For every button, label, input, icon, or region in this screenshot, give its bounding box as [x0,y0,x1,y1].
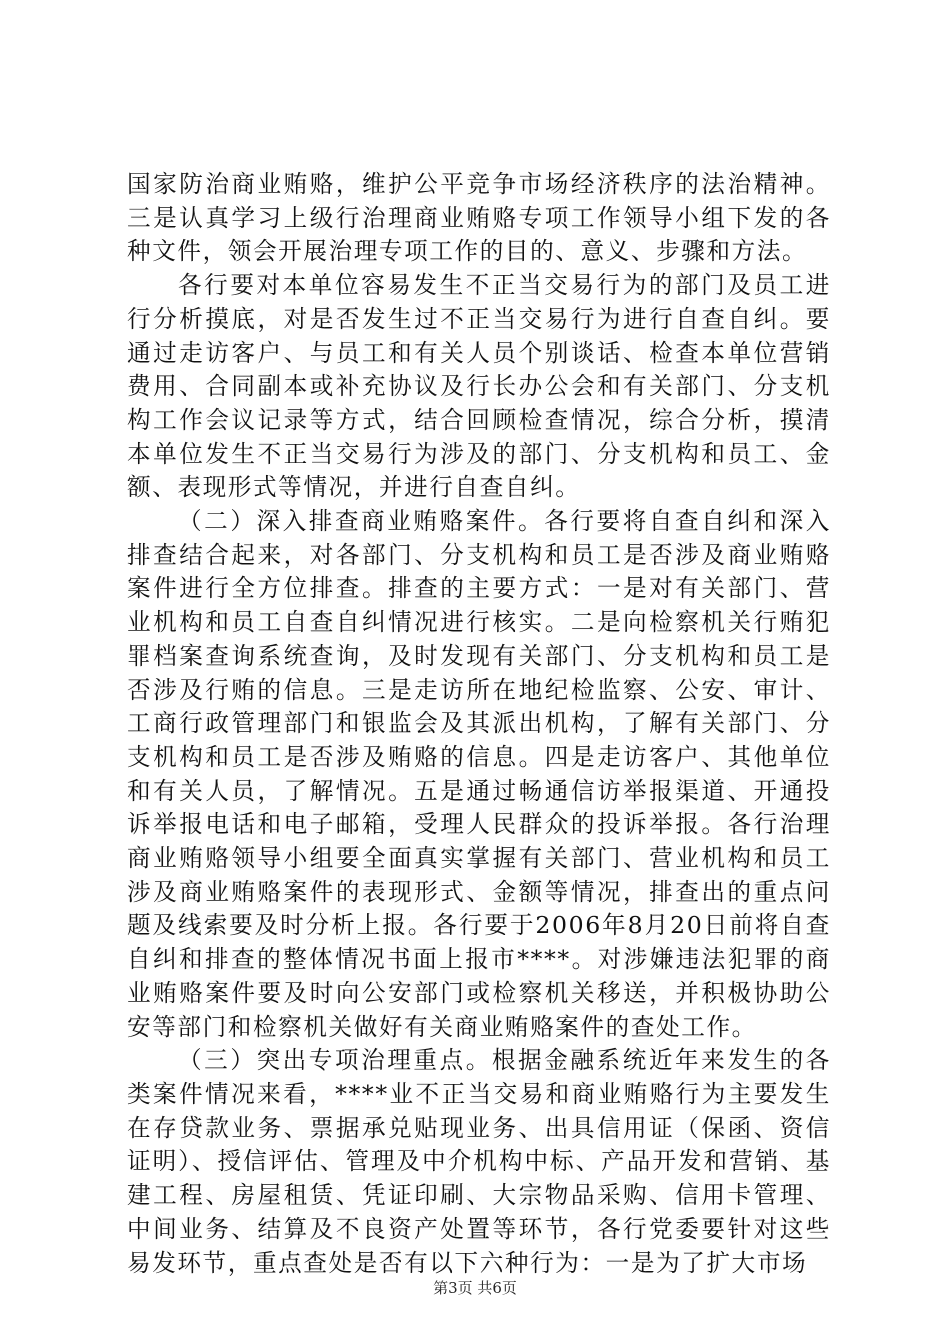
document-body [127,168,831,1280]
paragraph-3: （二）深入排查商业贿赂案件。各行要将自查自纠和深入排查结合起来，对各部门、分支机构和员工是否涉及商业贿赂案件进行全方位排查。排查的主要方式：一是对有关部门、营业机构和员工自查自纠情况进行核实。二是向检察机关行贿犯罪档案查询系统查询，及时发现有关部门、分支机构和员工是否涉及行贿的信息。三是走访所在地纪检监察、公安、审计、工商行政管理部门和银监会及其派出机构，了解有关部门、分支机构和员工是否涉及贿赂的信息。四是走访客户、其他单位和有关人员，了解情况。五是通过畅通信访举报渠道、开通投诉举报电话和电子邮箱，受理人民群众的投诉举报。各行治理商业贿赂领导小组要全面真实掌握有关部门、营业机构和员工涉及商业贿赂案件的表现形式、金额等情况，排查出的重点问题及线索要及时分析上报。各行要于2006年8月20日前将自查自纠和排查的整体情况书面上报市****。对涉嫌违法犯罪的商业贿赂案件要及时向公安部门或检察机关移送，并积极协助公安等部门和检察机关做好有关商业贿赂案件的查处工作。 [127,507,831,1041]
paragraph-4: （三）突出专项治理重点。根据金融系统近年来发生的各类案件情况来看，****业不正当交易和商业贿赂行为主要发生在存贷款业务、票据承兑贴现业务、出具信用证（保函、资信证明）、授信评估、管理及中介机构中标、产品开发和营销、基建工程、房屋租赁、凭证印刷、大宗物品采购、信用卡管理、中间业务、结算及不良资产处置等环节，各行党委要针对这些易发环节，重点查处是否有以下六种行为：一是为了扩大市场 [127,1046,831,1277]
paragraph-2: 各行要对本单位容易发生不正当交易行为的部门及员工进行分析摸底，对是否发生过不正当交易行为进行自查自纠。要通过走访客户、与员工和有关人员个别谈话、检查本单位营销费用、合同副本或补充协议及行长办公会和有关部门、分支机构工作会议记录等方式，结合回顾检查情况，综合分析，摸清本单位发生不正当交易行为涉及的部门、分支机构和员工、金额、表现形式等情况，并进行自查自纠。 [127,271,831,502]
paragraph-1: 国家防治商业贿赂，维护公平竞争市场经济秩序的法治精神。三是认真学习上级行治理商业贿赂专项工作领导小组下发的各种文件，领会开展治理专项工作的目的、意义、步骤和方法。 [127,170,831,266]
page-number-footer: 第3页 共6页 [433,1279,517,1297]
